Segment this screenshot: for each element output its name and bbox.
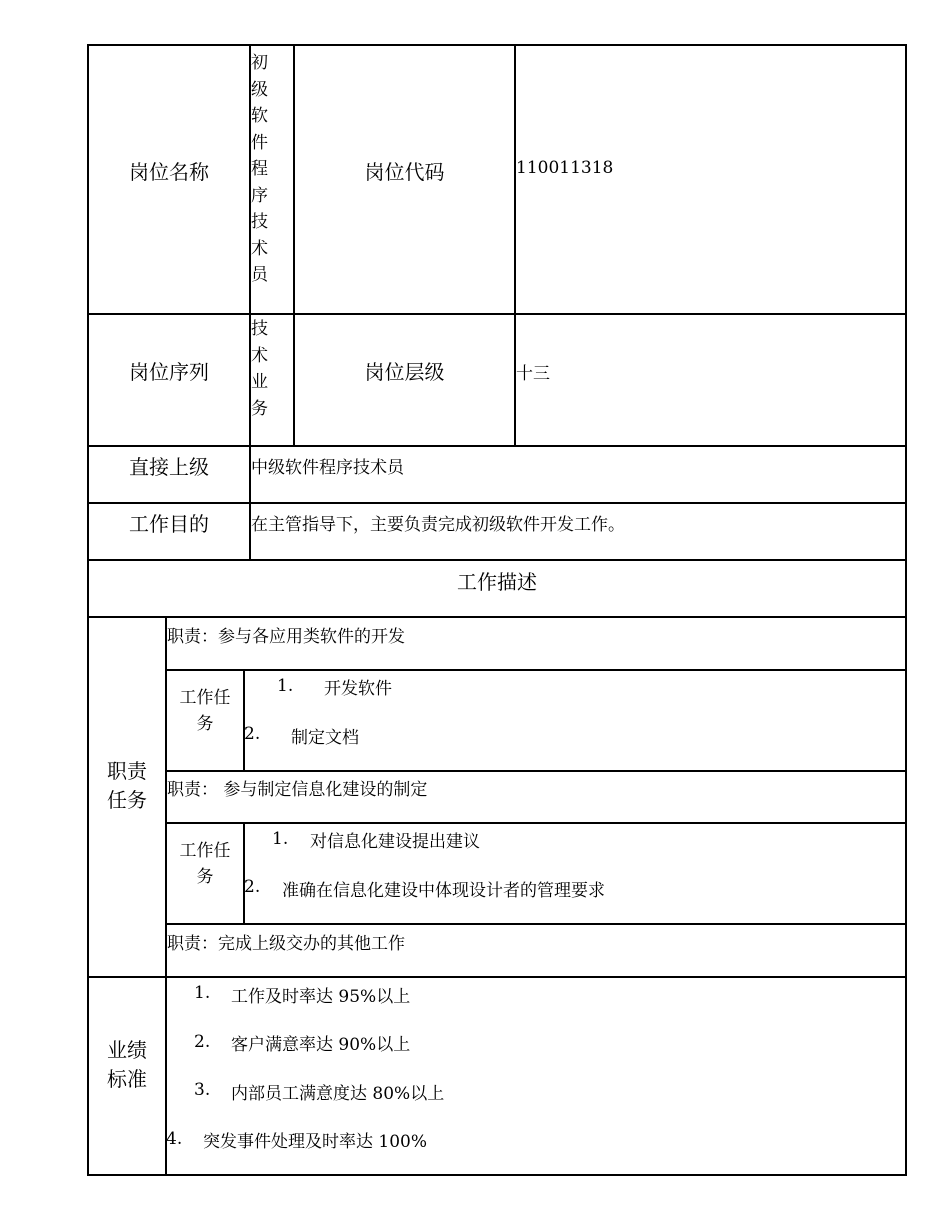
performance-text: 客户满意率达 90%以上 (231, 1035, 411, 1055)
table-border-bottom (87, 1174, 907, 1176)
table-border-left (87, 44, 89, 1176)
position-level-label: 岗位层级 (364, 360, 445, 384)
task-text: 对信息化建设提出建议 (310, 832, 480, 852)
position-name-label: 岗位名称 (129, 160, 209, 184)
task-number: 2. (244, 877, 261, 897)
col-divider (293, 44, 295, 447)
task-text: 准确在信息化建设中体现设计者的管理要求 (282, 881, 605, 901)
row-divider (87, 616, 907, 618)
row-divider (87, 445, 907, 447)
row-divider (87, 502, 907, 504)
purpose-value: 在主管指导下，主要负责完成初级软件开发工作。 (251, 515, 625, 535)
task-label-line: 务 (196, 867, 214, 887)
row-divider (165, 822, 907, 824)
col-divider (243, 822, 245, 924)
task-number: 2. (244, 724, 261, 744)
purpose-label: 工作目的 (129, 512, 209, 536)
task-number: 1. (272, 829, 289, 849)
position-series-label: 岗位序列 (129, 360, 209, 384)
performance-number: 2. (194, 1032, 211, 1052)
row-divider (165, 770, 907, 772)
table-border-right (905, 44, 907, 1176)
row-divider (87, 313, 907, 315)
task-number: 1. (277, 676, 294, 696)
performance-number: 1. (194, 983, 211, 1003)
position-level-value: 十三 (516, 364, 550, 384)
col-divider (514, 44, 516, 447)
task-text: 制定文档 (291, 728, 359, 748)
performance-text: 内部员工满意度达 80%以上 (231, 1084, 445, 1104)
row-divider (165, 923, 907, 925)
col-divider (243, 669, 245, 771)
duty-title: 职责：完成上级交办的其他工作 (167, 934, 405, 954)
duties-label-line: 职责 (107, 759, 147, 783)
position-series-value: 技术业务 (251, 319, 268, 419)
position-name-value: 初级软件程序技术员 (251, 53, 268, 285)
duties-label (89, 757, 165, 815)
performance-text: 工作及时率达 95%以上 (231, 987, 411, 1007)
task-label (167, 685, 243, 737)
row-divider (87, 976, 907, 978)
performance-label-line: 标准 (107, 1067, 147, 1091)
performance-label-line: 业绩 (107, 1038, 147, 1062)
row-divider (87, 559, 907, 561)
supervisor-value: 中级软件程序技术员 (251, 458, 404, 478)
task-label-line: 务 (196, 714, 214, 734)
task-label-line: 工作任 (179, 688, 231, 708)
performance-number: 4. (166, 1129, 183, 1149)
position-code-label: 岗位代码 (364, 160, 445, 184)
performance-text: 突发事件处理及时率达 100% (203, 1132, 428, 1152)
position-code-value: 110011318 (516, 158, 614, 178)
description-title: 工作描述 (457, 570, 537, 594)
table-border-top (87, 44, 907, 46)
row-divider (165, 669, 907, 671)
supervisor-label: 直接上级 (129, 455, 209, 479)
task-label (167, 838, 243, 890)
duties-label-line: 任务 (107, 788, 147, 812)
performance-label (89, 1036, 165, 1094)
duty-title: 职责： 参与制定信息化建设的制定 (167, 780, 428, 800)
performance-number: 3. (194, 1080, 211, 1100)
task-label-line: 工作任 (179, 841, 231, 861)
task-text: 开发软件 (324, 679, 392, 699)
duty-title: 职责：参与各应用类软件的开发 (167, 627, 405, 647)
